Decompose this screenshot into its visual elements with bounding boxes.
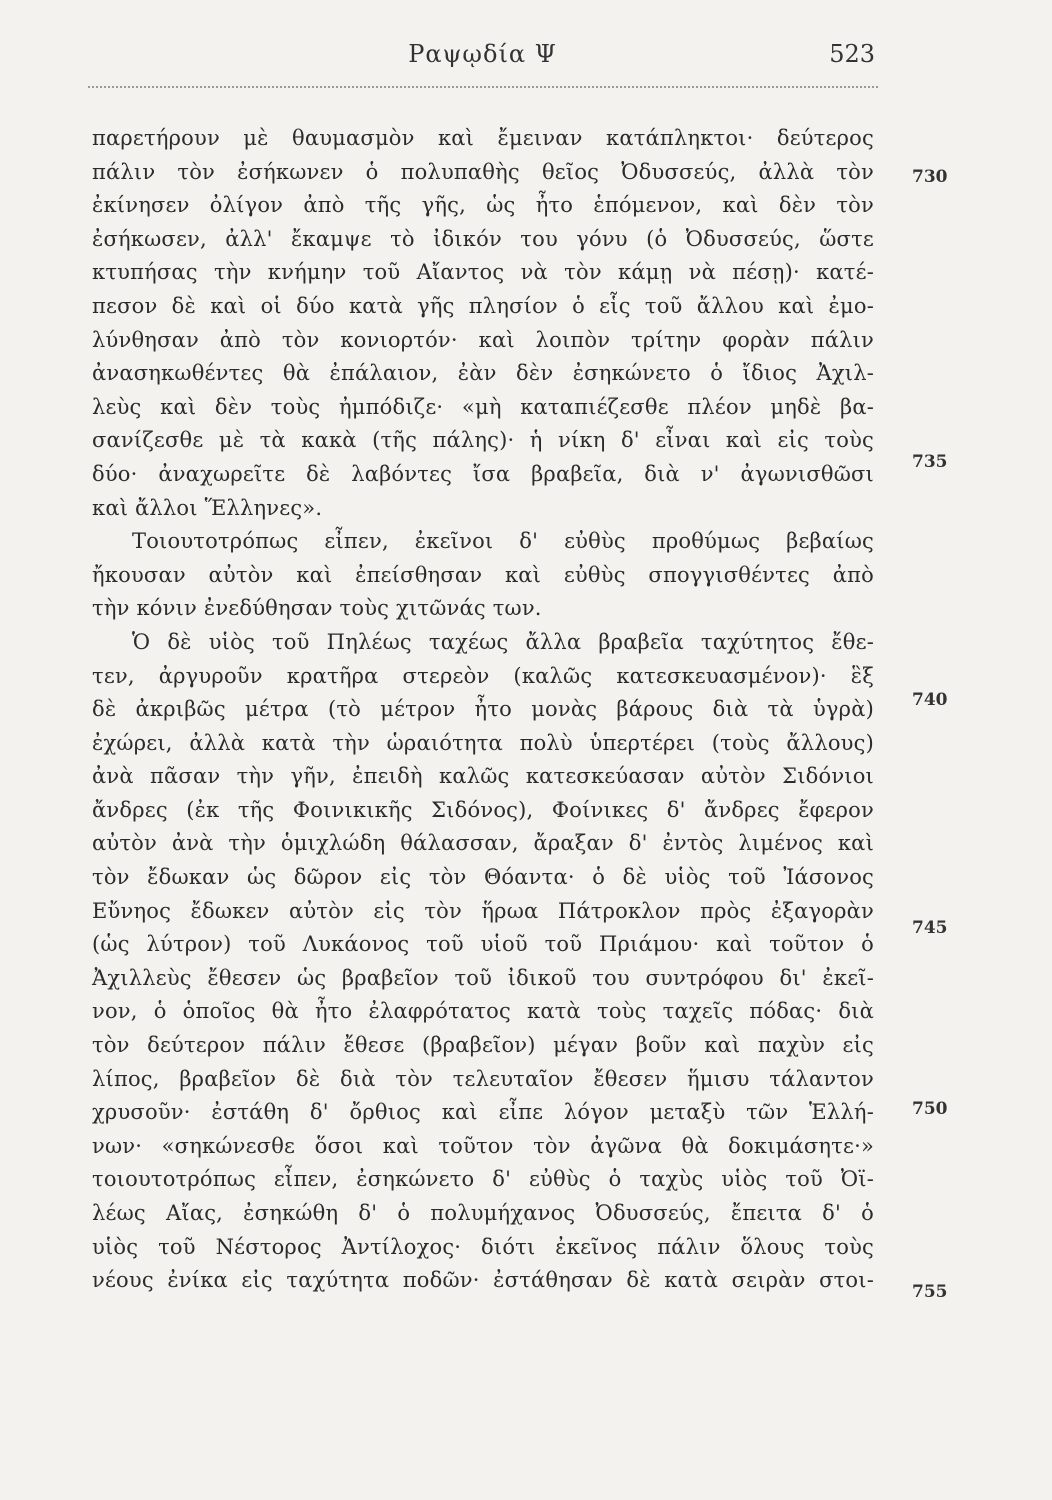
text-line: Ὁ δὲ υἱὸς τοῦ Πηλέως ταχέως ἄλλα βραβεῖα ταχύτητος ἔθε- xyxy=(132,629,874,654)
text-line: πεσον δὲ καὶ οἱ δύο κατὰ γῆς πλησίον ὁ εἷς τοῦ ἄλλου καὶ ἐμο- xyxy=(92,293,874,318)
text-line: ἐσήκωσεν, ἀλλ' ἔκαμψε τὸ ἰδικόν του γόνυ (ὁ Ὀδυσσεύς, ὥστε xyxy=(92,226,874,251)
header-divider xyxy=(88,86,878,88)
text-line: λέως Αἴας, ἐσηκώθη δ' ὁ πολυμήχανος Ὀδυσσεύς, ἔπειτα δ' ὁ xyxy=(92,1201,874,1225)
text-line: ἤκουσαν αὐτὸν καὶ ἐπείσθησαν καὶ εὐθὺς σπογγισθέντες ἀπὸ xyxy=(92,562,874,587)
text-line: Τοιουτοτρόπως εἶπεν, ἐκεῖνοι δ' εὐθὺς προθύμως βεβαίως xyxy=(132,529,874,554)
text-line: λίπος, βραβεῖον δὲ διὰ τὸν τελευταῖον ἔθεσεν ἥμισυ τάλαντον xyxy=(92,1066,874,1091)
text-line: ἀνασηκωθέντες θὰ ἐπάλαιον, ἐὰν δὲν ἐσηκώνετο ὁ ἴδιος Ἀχιλ- xyxy=(92,361,874,386)
text-line: ἀνὰ πᾶσαν τὴν γῆν, ἐπειδὴ καλῶς κατεσκεύασαν αὐτὸν Σιδόνιοι xyxy=(92,764,874,789)
text-line: υἱὸς τοῦ Νέστορος Ἀντίλοχος· διότι ἐκεῖνος πάλιν ὅλους τοὺς xyxy=(92,1234,874,1259)
text-line: Ἀχιλλεὺς ἔθεσεν ὡς βραβεῖον τοῦ ἰδικοῦ του συντρόφου δι' ἐκεῖ- xyxy=(92,965,874,990)
page-number: 523 xyxy=(829,40,875,68)
body-text xyxy=(92,122,874,1298)
text-line: ἐχώρει, ἀλλὰ κατὰ τὴν ὡραιότητα πολὺ ὑπερτέρει (τοὺς ἄλλους) xyxy=(92,730,874,755)
text-line: καὶ ἄλλοι Ἕλληνες». xyxy=(92,495,323,520)
text-line: (ὡς λύτρον) τοῦ Λυκάονος τοῦ υἱοῦ τοῦ Πριάμου· καὶ τοῦτον ὁ xyxy=(92,932,874,957)
line-number: 740 xyxy=(912,690,948,710)
text-line: ἐκίνησεν ὀλίγον ἀπὸ τῆς γῆς, ὡς ἦτο ἑπόμενον, καὶ δὲν τὸν xyxy=(92,193,874,218)
line-number: 735 xyxy=(912,452,948,472)
text-line: παρετήρουν μὲ θαυμασμὸν καὶ ἔμειναν κατάπληκτοι· δεύτερος xyxy=(92,126,874,150)
text-line: Εὔνηος ἔδωκεν αὐτὸν εἰς τὸν ἥρωα Πάτροκλον πρὸς ἐξαγορὰν xyxy=(92,898,874,923)
text-line: τὴν κόνιν ἐνεδύθησαν τοὺς χιτῶνάς των. xyxy=(92,596,542,621)
text-line: νων· «σηκώνεσθε ὅσοι καὶ τοῦτον τὸν ἀγῶνα θὰ δοκιμάσητε·» xyxy=(92,1133,874,1158)
text-line: νον, ὁ ὁποῖος θὰ ἦτο ἐλαφρότατος κατὰ τοὺς ταχεῖς πόδας· διὰ xyxy=(92,999,874,1024)
text-line: τὸν ἔδωκαν ὡς δῶρον εἰς τὸν Θόαντα· ὁ δὲ υἱὸς τοῦ Ἰάσονος xyxy=(92,865,874,890)
text-line: αὐτὸν ἀνὰ τὴν ὁμιχλώδη θάλασσαν, ἄραξαν δ' ἐντὸς λιμένος καὶ xyxy=(92,831,874,856)
text-line: λύνθησαν ἀπὸ τὸν κονιορτόν· καὶ λοιπὸν τρίτην φορὰν πάλιν xyxy=(92,327,874,352)
text-line: τοιουτοτρόπως εἶπεν, ἐσηκώνετο δ' εὐθὺς ὁ ταχὺς υἱὸς τοῦ Ὀϊ- xyxy=(92,1167,874,1192)
text-line: λεὺς καὶ δὲν τοὺς ἠμπόδιζε· «μὴ καταπιέζεσθε πλέον μηδὲ βα- xyxy=(92,394,874,419)
text-line: πάλιν τὸν ἐσήκωνεν ὁ πολυπαθὴς θεῖος Ὀδυσσεύς, ἀλλὰ τὸν xyxy=(92,159,874,184)
running-header xyxy=(90,40,875,80)
text-line: ἄνδρες (ἐκ τῆς Φοινικικῆς Σιδόνος), Φοίνικες δ' ἄνδρες ἔφερον xyxy=(92,797,874,822)
line-number: 750 xyxy=(912,1099,948,1119)
text-line: τὸν δεύτερον πάλιν ἔθεσε (βραβεῖον) μέγαν βοῦν καὶ παχὺν εἰς xyxy=(92,1033,874,1058)
text-line: κτυπήσας τὴν κνήμην τοῦ Αἴαντος νὰ τὸν κάμῃ νὰ πέσῃ)· κατέ- xyxy=(92,260,874,285)
text-line: σανίζεσθε μὲ τὰ κακὰ (τῆς πάλης)· ἡ νίκη δ' εἶναι καὶ εἰς τοὺς xyxy=(92,428,874,453)
line-number: 745 xyxy=(912,918,948,938)
text-line: νέους ἐνίκα εἰς ταχύτητα ποδῶν· ἐστάθησαν δὲ κατὰ σειρὰν στοι- xyxy=(92,1268,874,1293)
line-number: 730 xyxy=(912,167,948,187)
text-line: δὲ ἀκριβῶς μέτρα (τὸ μέτρον ἦτο μονὰς βάρους διὰ τὰ ὑγρὰ) xyxy=(92,697,874,722)
chapter-title: Ραψῳδία Ψ xyxy=(408,40,557,68)
text-line: χρυσοῦν· ἐστάθη δ' ὄρθιος καὶ εἶπε λόγον μεταξὺ τῶν Ἑλλή- xyxy=(92,1100,874,1125)
line-number: 755 xyxy=(912,1282,948,1302)
text-line: τεν, ἀργυροῦν κρατῆρα στερεὸν (καλῶς κατεσκευασμένον)· ἓξ xyxy=(92,663,874,688)
text-line: δύο· ἀναχωρεῖτε δὲ λαβόντες ἴσα βραβεῖα, διὰ ν' ἀγωνισθῶσι xyxy=(92,461,874,486)
